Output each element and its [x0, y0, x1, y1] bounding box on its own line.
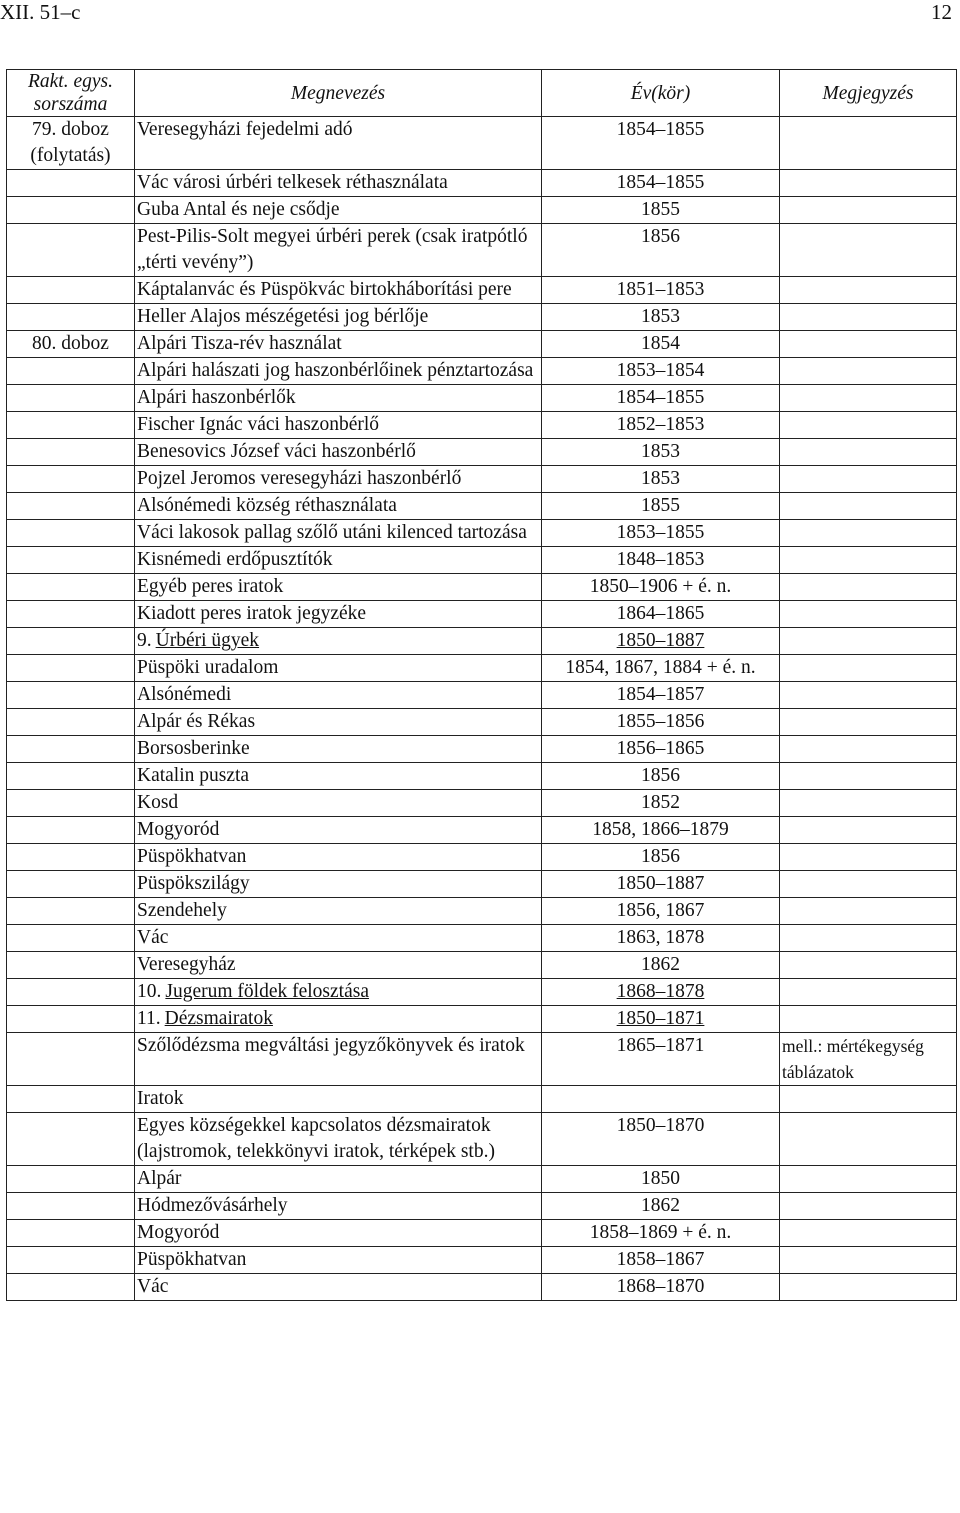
note-cell	[780, 709, 957, 736]
year-cell: 1853	[542, 439, 780, 466]
section-year: 1850–1887	[616, 630, 705, 651]
table-header-row	[7, 70, 957, 117]
year-cell: 1853	[542, 304, 780, 331]
item-name-cell: Hódmezővásárhely	[135, 1193, 542, 1220]
table-row	[7, 547, 957, 574]
table-row	[7, 871, 957, 898]
box-number-cell	[7, 709, 135, 736]
section-title: Úrbéri ügyek	[155, 630, 260, 651]
item-name-cell: Katalin puszta	[135, 763, 542, 790]
page-number: 12	[931, 0, 952, 24]
section-number: 10.	[137, 981, 162, 1002]
box-number-cell	[7, 277, 135, 304]
box-number-cell	[7, 439, 135, 466]
table-row	[7, 844, 957, 871]
box-number-cell	[7, 1086, 135, 1113]
box-number-cell	[7, 412, 135, 439]
year-cell: 1853–1854	[542, 358, 780, 385]
note-cell	[780, 412, 957, 439]
note-cell	[780, 1220, 957, 1247]
item-name-cell: Iratok	[135, 1086, 542, 1113]
note-cell	[780, 763, 957, 790]
table-row	[7, 1086, 957, 1113]
item-name-cell: Szendehely	[135, 898, 542, 925]
item-name-cell: Káptalanvác és Püspökvác birtokháborítási pere	[135, 277, 542, 304]
table-row	[7, 170, 957, 197]
header-year: Év(kör)	[542, 70, 780, 117]
year-cell	[542, 1086, 780, 1113]
item-name-cell: Váci lakosok pallag szőlő utáni kilenced tartozása	[135, 520, 542, 547]
section-year: 1850–1871	[616, 1008, 705, 1029]
note-cell	[780, 331, 957, 358]
note-cell	[780, 197, 957, 224]
table-row	[7, 1166, 957, 1193]
note-cell	[780, 817, 957, 844]
item-name-cell: Kisnémedi erdőpusztítók	[135, 547, 542, 574]
note-cell	[780, 574, 957, 601]
item-name-cell: Vác városi úrbéri telkesek réthasználata	[135, 170, 542, 197]
year-cell: 1848–1853	[542, 547, 780, 574]
table-row	[7, 763, 957, 790]
note-cell	[780, 439, 957, 466]
year-cell: 1864–1865	[542, 601, 780, 628]
item-name-cell: Kosd	[135, 790, 542, 817]
table-row	[7, 817, 957, 844]
item-name-cell: Pest-Pilis-Solt megyei úrbéri perek (csak iratpótló „térti vevény”)	[135, 224, 542, 277]
year-cell: 1850	[542, 1166, 780, 1193]
box-number-cell	[7, 1006, 135, 1033]
table-row	[7, 682, 957, 709]
note-cell	[780, 466, 957, 493]
table-row	[7, 898, 957, 925]
item-name-cell: Egyéb peres iratok	[135, 574, 542, 601]
box-number-cell	[7, 763, 135, 790]
box-number-cell	[7, 547, 135, 574]
note-cell	[780, 898, 957, 925]
year-cell: 1855	[542, 493, 780, 520]
box-number-cell	[7, 952, 135, 979]
box-number-cell	[7, 197, 135, 224]
note-cell	[780, 1247, 957, 1274]
table-row	[7, 601, 957, 628]
note-cell	[780, 117, 957, 170]
item-name-cell: Kiadott peres iratok jegyzéke	[135, 601, 542, 628]
item-name-cell: Vác	[135, 1274, 542, 1301]
year-cell: 1858–1867	[542, 1247, 780, 1274]
box-number-cell	[7, 1193, 135, 1220]
item-name-cell: Veresegyház	[135, 952, 542, 979]
section-title: Jugerum földek felosztása	[165, 981, 369, 1002]
note-cell	[780, 682, 957, 709]
year-cell: 1850–1870	[542, 1113, 780, 1166]
table-row	[7, 1193, 957, 1220]
section-title: Dézsmairatok	[164, 1008, 273, 1029]
year-cell: 1856	[542, 763, 780, 790]
note-cell	[780, 790, 957, 817]
table-row	[7, 1113, 957, 1166]
year-cell: 1856	[542, 224, 780, 277]
table-row	[7, 952, 957, 979]
box-number-cell	[7, 817, 135, 844]
year-cell: 1862	[542, 1193, 780, 1220]
box-number-cell	[7, 1220, 135, 1247]
table-row	[7, 277, 957, 304]
year-cell: 1853	[542, 466, 780, 493]
table-row	[7, 412, 957, 439]
box-number-cell	[7, 304, 135, 331]
box-number-cell	[7, 1247, 135, 1274]
note-cell	[780, 1006, 957, 1033]
box-number-cell	[7, 898, 135, 925]
item-name-cell: Püspökhatvan	[135, 844, 542, 871]
table-row	[7, 304, 957, 331]
note-cell	[780, 844, 957, 871]
item-name-cell	[135, 628, 542, 655]
year-cell: 1852	[542, 790, 780, 817]
note-cell	[780, 952, 957, 979]
box-number-cell	[7, 871, 135, 898]
box-number-cell	[7, 224, 135, 277]
item-name-cell: Alpár és Rékas	[135, 709, 542, 736]
section-year: 1868–1878	[616, 981, 705, 1002]
box-number-cell	[7, 1274, 135, 1301]
box-number-cell	[7, 466, 135, 493]
item-name-cell	[135, 1006, 542, 1033]
box-number-cell	[7, 655, 135, 682]
note-cell	[780, 601, 957, 628]
note-cell: mell.: mértékegység táblázatok	[780, 1033, 957, 1086]
note-cell	[780, 628, 957, 655]
note-cell	[780, 1193, 957, 1220]
table-row	[7, 439, 957, 466]
item-name-cell: Heller Alajos mészégetési jog bérlője	[135, 304, 542, 331]
year-cell: 1865–1871	[542, 1033, 780, 1086]
item-name-cell: Guba Antal és neje csődje	[135, 197, 542, 224]
year-cell: 1856–1865	[542, 736, 780, 763]
year-cell: 1852–1853	[542, 412, 780, 439]
year-cell: 1858–1869 + é. n.	[542, 1220, 780, 1247]
item-name-cell: Alpári haszonbérlők	[135, 385, 542, 412]
table-row	[7, 466, 957, 493]
note-cell	[780, 655, 957, 682]
table-row	[7, 197, 957, 224]
item-name-cell: Püspöki uradalom	[135, 655, 542, 682]
document-reference: XII. 51–c	[0, 0, 81, 24]
box-number-cell	[7, 925, 135, 952]
box-number-cell	[7, 358, 135, 385]
note-cell	[780, 1166, 957, 1193]
note-cell	[780, 493, 957, 520]
item-name-cell: Szőlődézsma megváltási jegyzőkönyvek és iratok	[135, 1033, 542, 1086]
item-name-cell: Alsónémedi község réthasználata	[135, 493, 542, 520]
box-number-cell	[7, 493, 135, 520]
box-number-cell	[7, 385, 135, 412]
item-name-cell: Veresegyházi fejedelmi adó	[135, 117, 542, 170]
item-name-cell: Borsosberinke	[135, 736, 542, 763]
year-cell: 1850–1887	[542, 871, 780, 898]
note-cell	[780, 358, 957, 385]
year-cell	[542, 979, 780, 1006]
box-number-cell	[7, 844, 135, 871]
box-number-cell	[7, 170, 135, 197]
item-name-cell: Benesovics József váci haszonbérlő	[135, 439, 542, 466]
inventory-table	[6, 69, 957, 1301]
table-row	[7, 1247, 957, 1274]
note-cell	[780, 304, 957, 331]
box-number-cell	[7, 1033, 135, 1086]
year-cell: 1856, 1867	[542, 898, 780, 925]
year-cell: 1862	[542, 952, 780, 979]
box-number-cell	[7, 520, 135, 547]
item-name-cell: Alsónémedi	[135, 682, 542, 709]
item-name-cell: Mogyoród	[135, 817, 542, 844]
year-cell: 1850–1906 + é. n.	[542, 574, 780, 601]
box-number-cell: 80. doboz	[7, 331, 135, 358]
section-number: 11.	[137, 1008, 161, 1029]
item-name-cell: Egyes községekkel kapcsolatos dézsmairatok (lajstromok, telekkönyvi iratok, térképek stb.)	[135, 1113, 542, 1166]
section-row	[7, 979, 957, 1006]
item-name-cell: Mogyoród	[135, 1220, 542, 1247]
item-name-cell: Püspökhatvan	[135, 1247, 542, 1274]
year-cell	[542, 1006, 780, 1033]
year-cell: 1858, 1866–1879	[542, 817, 780, 844]
note-cell	[780, 385, 957, 412]
note-cell	[780, 1086, 957, 1113]
note-cell	[780, 224, 957, 277]
note-cell	[780, 736, 957, 763]
box-number-cell	[7, 979, 135, 1006]
item-name-cell: Vác	[135, 925, 542, 952]
section-row	[7, 628, 957, 655]
note-cell	[780, 871, 957, 898]
table-row	[7, 574, 957, 601]
note-cell	[780, 520, 957, 547]
year-cell: 1853–1855	[542, 520, 780, 547]
year-cell: 1855–1856	[542, 709, 780, 736]
table-row	[7, 224, 957, 277]
item-name-cell: Alpári Tisza-rév használat	[135, 331, 542, 358]
section-number: 9.	[137, 630, 152, 651]
box-number-cell	[7, 682, 135, 709]
year-cell: 1854, 1867, 1884 + é. n.	[542, 655, 780, 682]
item-name-cell: Pojzel Jeromos veresegyházi haszonbérlő	[135, 466, 542, 493]
box-number-cell	[7, 736, 135, 763]
table-row	[7, 655, 957, 682]
year-cell: 1851–1853	[542, 277, 780, 304]
box-number-cell: 79. doboz (folytatás)	[7, 117, 135, 170]
year-cell: 1854–1855	[542, 117, 780, 170]
note-cell	[780, 979, 957, 1006]
year-cell: 1856	[542, 844, 780, 871]
table-row	[7, 709, 957, 736]
table-row	[7, 1220, 957, 1247]
year-cell: 1868–1870	[542, 1274, 780, 1301]
year-cell: 1854	[542, 331, 780, 358]
table-row	[7, 331, 957, 358]
note-cell	[780, 1274, 957, 1301]
year-cell: 1854–1855	[542, 170, 780, 197]
item-name-cell: Püspökszilágy	[135, 871, 542, 898]
note-cell	[780, 277, 957, 304]
item-name-cell: Alpár	[135, 1166, 542, 1193]
item-name-cell: Fischer Ignác váci haszonbérlő	[135, 412, 542, 439]
box-number-cell	[7, 790, 135, 817]
box-number-cell	[7, 1166, 135, 1193]
item-name-cell	[135, 979, 542, 1006]
box-number-cell	[7, 574, 135, 601]
table-row	[7, 925, 957, 952]
item-name-cell: Alpári halászati jog haszonbérlőinek pénztartozása	[135, 358, 542, 385]
box-number-cell	[7, 628, 135, 655]
header-box-number: Rakt. egys. sorszáma	[7, 70, 135, 117]
table-row	[7, 358, 957, 385]
table-row	[7, 1274, 957, 1301]
table-row	[7, 117, 957, 170]
year-cell	[542, 628, 780, 655]
box-number-cell	[7, 601, 135, 628]
note-cell	[780, 547, 957, 574]
box-number-cell	[7, 1113, 135, 1166]
year-cell: 1854–1857	[542, 682, 780, 709]
note-cell	[780, 170, 957, 197]
year-cell: 1855	[542, 197, 780, 224]
note-cell	[780, 1113, 957, 1166]
header-name: Megnevezés	[135, 70, 542, 117]
note-cell	[780, 925, 957, 952]
year-cell: 1863, 1878	[542, 925, 780, 952]
page-header	[0, 0, 960, 26]
header-note: Megjegyzés	[780, 70, 957, 117]
year-cell: 1854–1855	[542, 385, 780, 412]
table-row	[7, 385, 957, 412]
section-row	[7, 1006, 957, 1033]
table-row	[7, 493, 957, 520]
table-row	[7, 1033, 957, 1086]
table-row	[7, 790, 957, 817]
table-row	[7, 520, 957, 547]
table-row	[7, 736, 957, 763]
